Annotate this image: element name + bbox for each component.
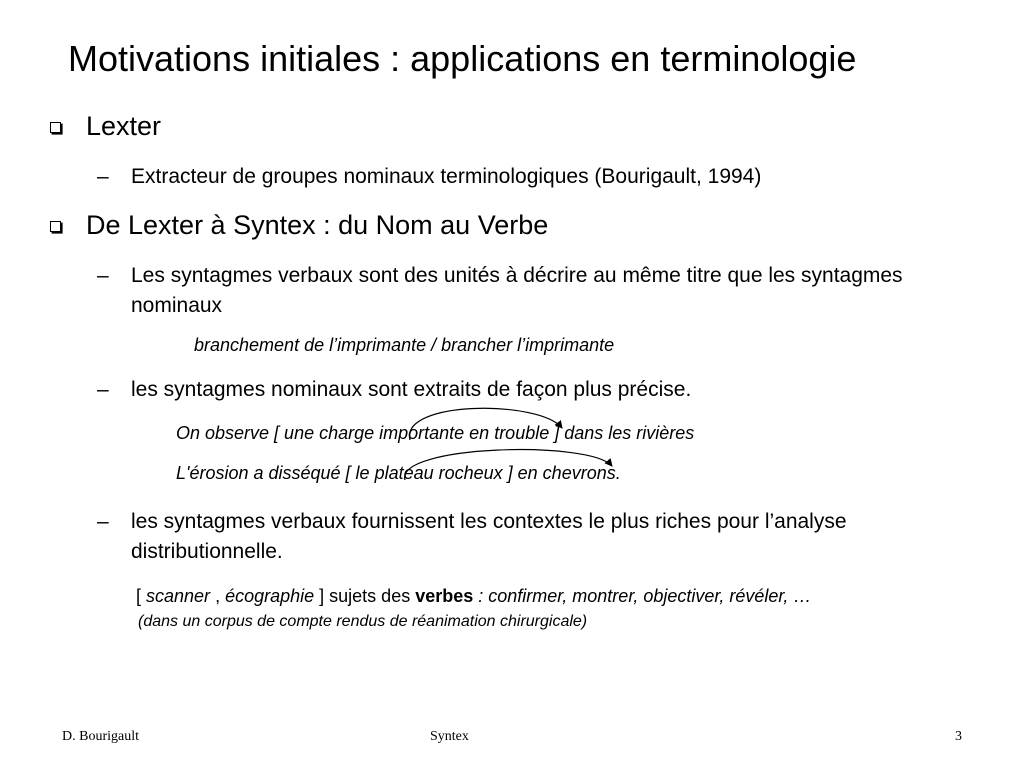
bullet-label: Lexter: [86, 111, 162, 141]
example-verbes-line: [136, 586, 811, 607]
sub-bullet-text: Les syntagmes verbaux sont des unités à décrire au même titre que les syntagmes nominaux: [131, 264, 903, 317]
example-erosion: L'érosion a disséqué [ le plateau rocheux ] en chevrons.: [176, 463, 621, 483]
dash-icon: –: [97, 378, 109, 401]
corpus-note: (dans un corpus de compte rendus de réanimation chirurgicale): [138, 613, 588, 630]
sub-bullet-text: Extracteur de groupes nominaux terminologiques (Bourigault, 1994): [131, 165, 762, 188]
footer-center: Syntex: [430, 729, 469, 744]
bullet-label: De Lexter à Syntex : du Nom au Verbe: [86, 210, 549, 240]
word-verbes: verbes: [415, 586, 474, 606]
slide-title: Motivations initiales : applications en terminologie: [68, 38, 857, 79]
arrow-erosion-icon: [405, 450, 612, 480]
dash-icon: –: [97, 510, 109, 533]
sujets-des: ] sujets des: [314, 586, 416, 606]
sub-bullet-text: les syntagmes verbaux fournissent les contextes le plus riches pour l’analyse distributionnelle.: [131, 510, 847, 563]
example-branchement: branchement de l’imprimante / brancher l’imprimante: [194, 335, 615, 355]
comma: ,: [210, 586, 226, 606]
dash-icon: –: [97, 264, 109, 287]
verb-list: : confirmer, montrer, objectiver, révéler, …: [473, 586, 812, 606]
word-ecographie: écographie: [225, 586, 315, 606]
footer-page-number: 3: [955, 729, 962, 744]
dash-icon: –: [97, 165, 109, 188]
sub-bullet-text: les syntagmes nominaux sont extraits de façon plus précise.: [131, 378, 692, 401]
word-scanner: scanner: [146, 586, 211, 606]
arrow-observe-icon: [409, 408, 562, 440]
footer-author: D. Bourigault: [62, 729, 139, 744]
example-observe: On observe [ une charge importante en trouble ] dans les rivières: [176, 423, 695, 443]
bracket-open: [: [136, 586, 147, 606]
